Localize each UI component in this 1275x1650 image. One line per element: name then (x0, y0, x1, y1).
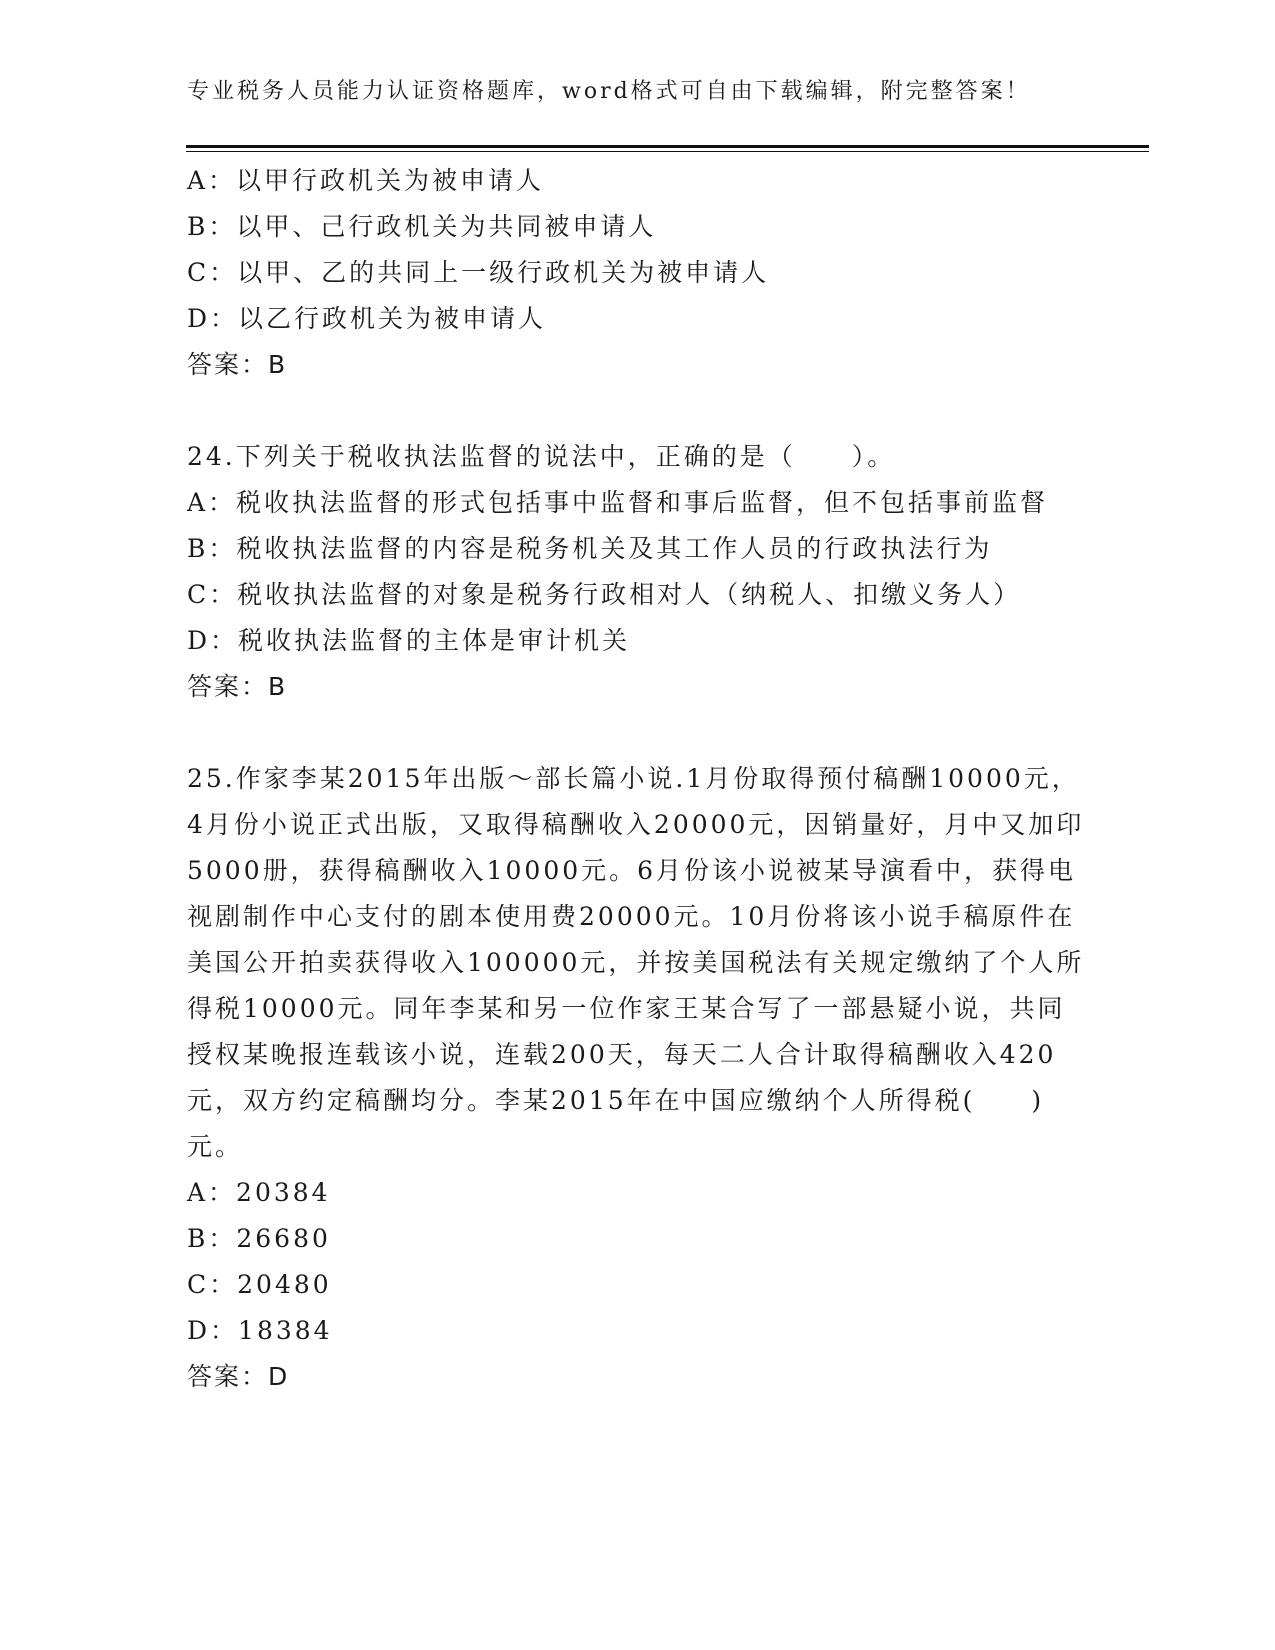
question-23 (187, 158, 1087, 388)
q24-option-b: B：税收执法监督的内容是税务机关及其工作人员的行政执法行为 (187, 534, 993, 563)
q24-option-c: C：税收执法监督的对象是税务行政相对人（纳税人、扣缴义务人） (187, 580, 1022, 609)
q24-option-a: A：税收执法监督的形式包括事中监督和事后监督，但不包括事前监督 (187, 488, 1049, 517)
q23-option-d: D：以乙行政机关为被申请人 (187, 304, 547, 333)
header-rule-thin (186, 151, 1149, 152)
q25-option-c: C：20480 (187, 1270, 332, 1299)
q25-option-b: B：26680 (187, 1224, 331, 1253)
question-25 (187, 756, 1087, 1400)
question-24 (187, 434, 1087, 710)
q24-stem: 24.下列关于税收执法监督的说法中，正确的是（ ）。 (187, 442, 896, 471)
q23-option-b: B：以甲、己行政机关为共同被申请人 (187, 212, 657, 241)
q23-option-c: C：以甲、乙的共同上一级行政机关为被申请人 (187, 258, 770, 287)
q23-option-a: A：以甲行政机关为被申请人 (187, 166, 545, 195)
q23-answer: 答案：B (187, 350, 288, 379)
page-header: 专业税务人员能力认证资格题库，word格式可自由下载编辑，附完整答案！ (187, 79, 1031, 104)
spacer (187, 710, 1087, 756)
q25-option-a: A：20384 (187, 1178, 331, 1207)
spacer (187, 388, 1087, 434)
q24-answer: 答案：B (187, 672, 288, 701)
q25-option-d: D：18384 (187, 1316, 333, 1345)
q25-answer: 答案：D (187, 1362, 290, 1391)
q24-option-d: D：税收执法监督的主体是审计机关 (187, 626, 631, 655)
question-content (187, 158, 1087, 1400)
header-rule-thick (186, 145, 1149, 148)
q25-stem: 25.作家李某2015年出版～部长篇小说.1月份取得预付稿酬10000元，4月份小说正式出版，又取得稿酬收入20000元，因销量好，月中又加印5000册，获得稿酬收入10000元。6月份该小说被某导演看中，获得电视剧制作中心支付的剧本使用费20000元。10月份将该小说手稿原件在美国公开拍卖获得收入100000元，并按美国税法有关规定缴纳了个人所得税10000元。同年李某和另一位作家王某合写了一部悬疑小说，共同授权某晚报连载该小说，连载200天，每天二人合计取得稿酬收入420元，双方约定稿酬均分。李某2015年在中国应缴纳个人所得税( )元。 (187, 764, 1085, 1161)
